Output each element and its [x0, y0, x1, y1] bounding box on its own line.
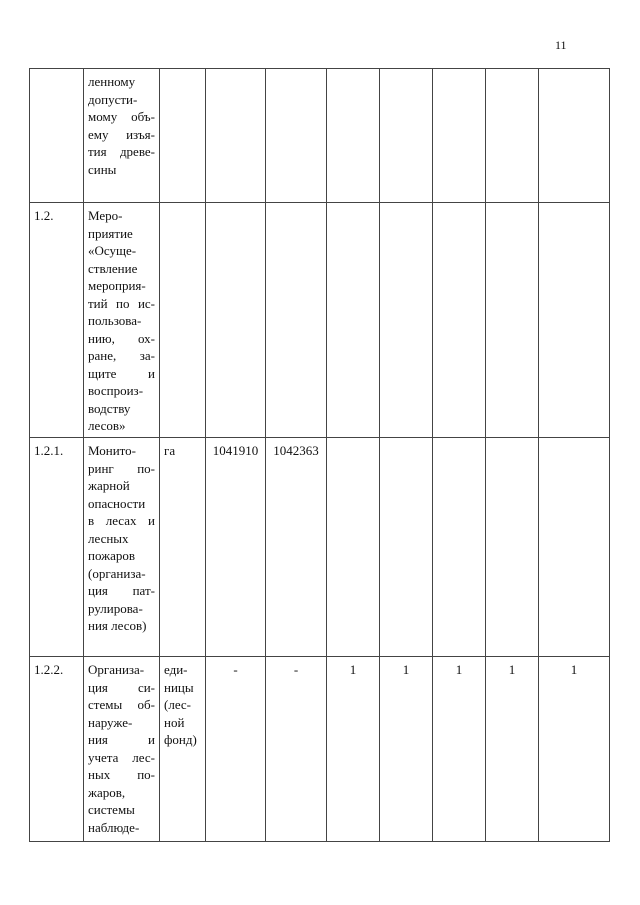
row-name — [84, 657, 160, 842]
row-name-line: ния лесов) — [88, 618, 147, 633]
row-name-line: жарной — [88, 478, 130, 493]
row-value — [433, 203, 486, 438]
table-row — [30, 203, 610, 438]
row-unit-line: фонд) — [164, 732, 197, 747]
row-name — [84, 69, 160, 203]
row-name — [84, 203, 160, 438]
row-name-line: Меро- — [88, 208, 123, 223]
row-name-line: учета лес- — [88, 749, 155, 765]
row-value — [380, 69, 433, 203]
row-name-line: щите и — [88, 365, 155, 381]
table-row — [30, 657, 610, 842]
row-value: 1 — [486, 657, 539, 842]
row-name-line: тий по ис- — [88, 295, 155, 311]
row-value — [486, 69, 539, 203]
row-name-line: опасности — [88, 495, 146, 511]
row-name-line: мероприя- — [88, 278, 146, 293]
row-value — [206, 69, 266, 203]
row-number: 1.2.2. — [30, 657, 84, 842]
row-unit-line: (лес- — [164, 697, 192, 712]
row-name-line: сины — [88, 161, 117, 177]
indicators-table — [29, 68, 610, 842]
row-value: 1041910 — [206, 438, 266, 657]
row-name-line: ленному — [88, 74, 136, 89]
row-value — [380, 203, 433, 438]
row-unit-line: ницы — [164, 679, 194, 695]
row-unit — [160, 69, 206, 203]
row-name-line: ция пат- — [88, 583, 155, 598]
row-value — [433, 438, 486, 657]
row-name-line: ствление — [88, 260, 138, 276]
row-name-line: водству — [88, 400, 131, 416]
row-name-line: пользова- — [88, 313, 142, 328]
row-name-line: «Осуще- — [88, 243, 137, 258]
row-name-line: лесов» — [88, 418, 126, 433]
page-number: 11 — [555, 38, 567, 52]
row-name-line: допусти- — [88, 91, 138, 107]
row-name-line: ему изъя- — [88, 126, 155, 142]
row-name-line: жаров, — [88, 784, 126, 800]
table-row — [30, 438, 610, 657]
row-name-line: наруже- — [88, 714, 133, 730]
row-unit — [160, 438, 206, 657]
row-number: 1.2.1. — [30, 438, 84, 657]
row-name-line: приятие — [88, 225, 133, 241]
row-number — [30, 69, 84, 203]
row-value — [539, 69, 610, 203]
row-unit-line: ной — [164, 714, 185, 730]
row-unit-line: га — [164, 443, 176, 458]
row-name-line: ния и — [88, 732, 155, 747]
row-value: 1042363 — [266, 438, 327, 657]
row-name-line: мому объ- — [88, 109, 155, 124]
row-name-line: ране, за- — [88, 348, 155, 363]
row-name-line: нию, ох- — [88, 330, 155, 346]
row-value — [327, 69, 380, 203]
row-value: - — [266, 657, 327, 842]
row-value — [206, 203, 266, 438]
row-unit — [160, 657, 206, 842]
row-name-line: (организа- — [88, 565, 146, 581]
row-name-line: пожаров — [88, 548, 136, 563]
row-value — [266, 203, 327, 438]
table-row — [30, 69, 610, 203]
row-name-line: Монито- — [88, 443, 136, 458]
row-name-line: стемы об- — [88, 697, 155, 712]
row-unit — [160, 203, 206, 438]
row-name-line: ция си- — [88, 679, 155, 695]
row-name-line: в лесах и — [88, 513, 155, 528]
row-name-line: системы — [88, 802, 135, 817]
row-value: - — [206, 657, 266, 842]
row-name-line: воспроиз- — [88, 383, 144, 398]
row-value — [327, 203, 380, 438]
row-unit-line: еди- — [164, 662, 188, 677]
row-value: 1 — [539, 657, 610, 842]
row-value — [486, 203, 539, 438]
row-value: 1 — [380, 657, 433, 842]
row-value — [539, 438, 610, 657]
row-name-line: наблюде- — [88, 819, 140, 835]
row-value — [266, 69, 327, 203]
row-value — [486, 438, 539, 657]
row-value — [380, 438, 433, 657]
row-name-line: ных по- — [88, 767, 155, 782]
row-name-line: Организа- — [88, 662, 145, 677]
row-name-line: лесных — [88, 530, 129, 546]
row-value — [539, 203, 610, 438]
row-name-line: рулирова- — [88, 600, 143, 616]
row-number: 1.2. — [30, 203, 84, 438]
row-value: 1 — [433, 657, 486, 842]
row-name-line: ринг по- — [88, 460, 155, 476]
row-name — [84, 438, 160, 657]
row-value — [327, 438, 380, 657]
row-value: 1 — [327, 657, 380, 842]
row-value — [433, 69, 486, 203]
row-name-line: тия древе- — [88, 144, 155, 159]
